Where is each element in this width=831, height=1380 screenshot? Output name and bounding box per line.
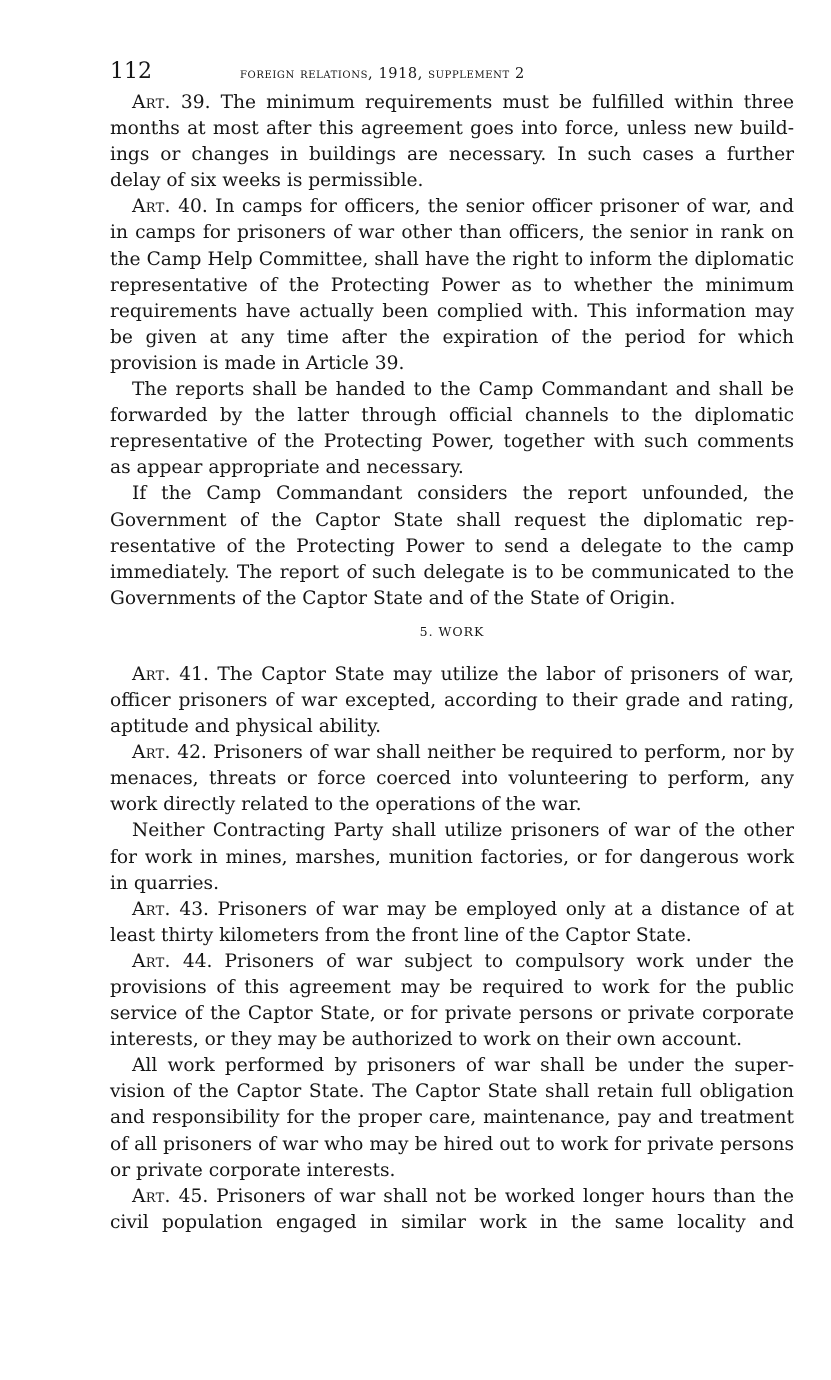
- commandant-paragraph: [110, 481, 794, 611]
- reports-paragraph: [110, 377, 794, 481]
- document-page: [110, 58, 794, 1236]
- running-head: foreign relations, 1918, supplement 2: [240, 66, 525, 82]
- article-label: Art.: [132, 742, 171, 764]
- contracting-party-paragraph: [110, 818, 794, 896]
- article-number: 43.: [179, 898, 209, 920]
- paragraph-text: If the Camp Commandant considers the report unfounded, the Government of the Captor State shall request the diplomatic representative of the Protecting Power to send a delegate to the camp immediately. The report of such delegate is to be communicated to the Governments of the Captor State and of the State of Origin.: [110, 483, 794, 609]
- article-number: 45.: [178, 1185, 209, 1207]
- body-text: [110, 90, 794, 1236]
- article-45-paragraph: [110, 1184, 794, 1236]
- article-41-paragraph: [110, 662, 794, 740]
- paragraph-text: Prisoners of war may be employed only at a distance of at least thirty kilometers from the front line of the Captor State.: [110, 898, 794, 946]
- article-number: 39.: [180, 92, 211, 113]
- article-number: 42.: [177, 742, 207, 764]
- article-label: Art.: [132, 92, 171, 113]
- paragraph-text: The minimum requirements must be fulfilled within three months at most after this agreement goes into force, unless new buildings or changes in buildings are necessary. In such cases a further delay of six weeks is permissible.: [110, 92, 794, 192]
- paragraph-text: The reports shall be handed to the Camp Commandant and shall be forwarded by the latter through official channels to the diplomatic representative of the Protecting Power, together with such comments as appear appropriate and necessary.: [110, 379, 794, 479]
- section-heading: 5. WORK: [419, 623, 485, 639]
- article-43-paragraph: [110, 897, 794, 949]
- paragraph-text: Prisoners of war subject to compulsory work under the provisions of this agreement may be required to work for the public service of the Captor State, or for private persons or private corporate interests, or they may be authorized to work on their own account.: [110, 950, 794, 1051]
- article-label: Art.: [132, 196, 171, 218]
- paragraph-text: All work performed by prisoners of war shall be under the supervision of the Captor State. The Captor State shall retain full obligation and responsibility for the proper care, maintenance, pay and treatment of all prisoners of war who may be hired out to work for private persons or private corporate interests.: [110, 1055, 794, 1181]
- article-number: 41.: [179, 663, 209, 685]
- article-label: Art.: [132, 950, 171, 972]
- page-number: 112: [110, 59, 152, 84]
- article-label: Art.: [132, 898, 171, 920]
- article-label: Art.: [132, 1185, 171, 1207]
- article-39-paragraph: [110, 90, 794, 194]
- paragraph-text: Prisoners of war shall neither be required to perform, nor by menaces, threats or force coerced into volunteering to perform, any work directly related to the operations of the war.: [110, 742, 794, 816]
- paragraph-text: The Captor State may utilize the labor of prisoners of war, officer prisoners of war excepted, according to their grade and rating, aptitude and physical ability.: [110, 663, 794, 738]
- article-number: 44.: [182, 950, 213, 972]
- article-44-paragraph: [110, 949, 794, 1053]
- paragraph-text: Prisoners of war shall not be worked longer hours than the civil population engaged in similar work in the same locality and: [110, 1185, 794, 1233]
- page-header: [110, 58, 794, 90]
- article-42-paragraph: [110, 740, 794, 818]
- paragraph-text: In camps for officers, the senior officer prisoner of war, and in camps for prisoners of war other than officers, the senior in rank on the Camp Help Committee, shall have the right to inform the diplomatic representative of the Protecting Power as to whether the minimum requirements have actually been complied with. This information may be given at any time after the expiration of the period for which provision is made in Article 39.: [110, 196, 794, 374]
- article-label: Art.: [132, 663, 171, 685]
- article-number: 40.: [178, 196, 208, 218]
- paragraph-text: Neither Contracting Party shall utilize prisoners of war of the other for work in mines, marshes, munition factories, or for dangerous work in quarries.: [110, 820, 794, 894]
- article-40-paragraph: [110, 194, 794, 377]
- supervision-paragraph: [110, 1053, 794, 1183]
